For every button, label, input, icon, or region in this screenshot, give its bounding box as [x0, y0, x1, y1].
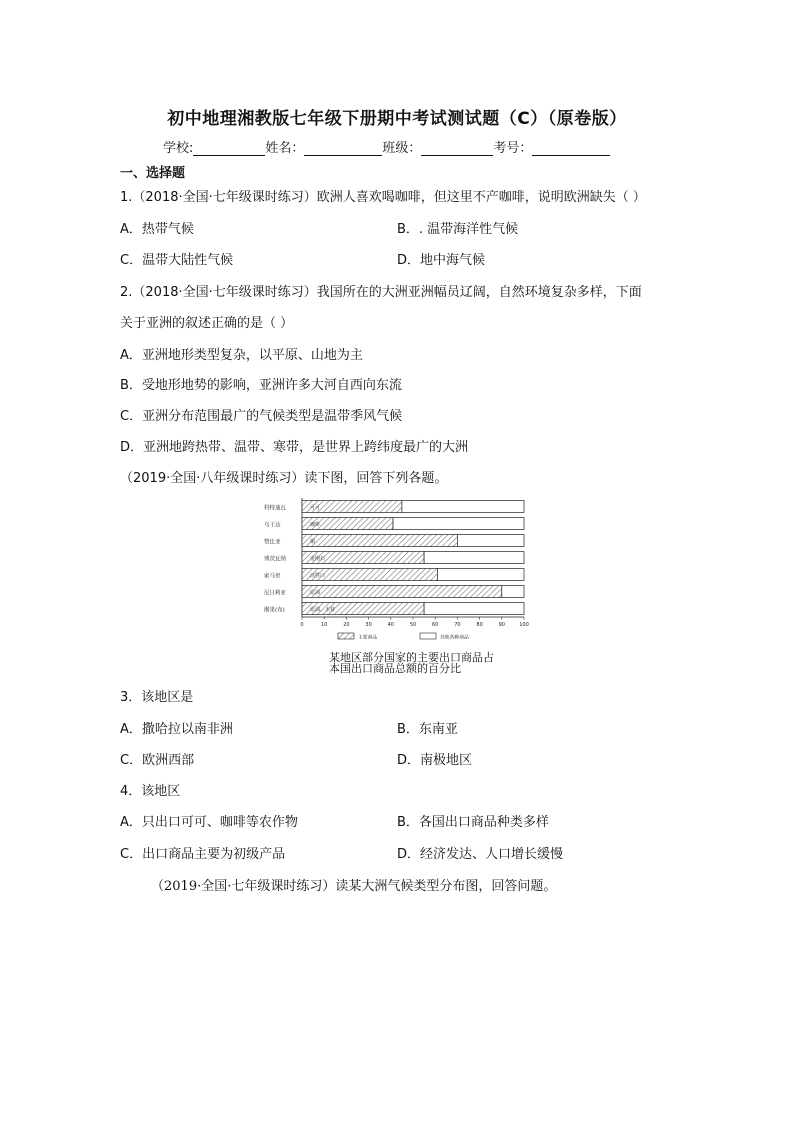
q4-option-b: B．各国出口商品种类多样	[397, 815, 549, 830]
category-label-5: 尼日利亚	[264, 590, 287, 597]
commodity-label-1: 咖啡	[310, 522, 321, 528]
category-label-2: 赞比亚	[264, 539, 281, 546]
x-tick-label-2: 20	[343, 622, 350, 628]
x-tick-label-3: 30	[365, 622, 372, 628]
commodity-label-0: 可可	[310, 505, 321, 511]
q4-option-a: A．只出口可可、咖啡等农作物	[120, 815, 298, 830]
x-tick-label-0: 0	[300, 622, 304, 628]
q2-stem-line1: 2.（2018·全国·七年级课时练习）我国所在的大洲亚洲幅员辽阔，自然环境复杂多样，下面	[120, 285, 642, 300]
category-label-1: 乌干达	[264, 522, 281, 529]
section-title: 一、选择题	[120, 166, 186, 181]
legend-label-other: 其他各种商品	[440, 635, 469, 641]
name-label: 姓名：	[265, 141, 305, 156]
x-tick-label-10: 100	[519, 622, 529, 628]
q2-option-c: C．亚洲分布范围最广的气候类型是温带季风气候	[120, 409, 403, 424]
q1-stem: 1.（2018·全国·七年级课时练习）欧洲人喜欢喝咖啡，但这里不产咖啡，说明欧洲缺失（ ）	[120, 190, 646, 205]
exam-no-label: 考号：	[493, 141, 533, 156]
school-blank[interactable]	[193, 141, 265, 156]
bar-other-4	[437, 569, 524, 581]
q2-option-d: D．亚洲地跨热带、温带、寒带，是世界上跨纬度最广的大洲	[120, 440, 469, 455]
bar-other-1	[393, 518, 524, 530]
q2-option-a: A．亚洲地形类型复杂，以平原、山地为主	[120, 348, 363, 363]
q3-stem: 3．该地区是	[120, 690, 194, 705]
x-tick-label-9: 90	[498, 622, 505, 628]
bar-other-6	[424, 603, 524, 615]
commodity-label-5: 原油	[310, 590, 321, 596]
commodity-label-6: 原油、木材	[310, 607, 336, 613]
bar-other-5	[502, 586, 524, 598]
category-label-6: 刚果(布)	[264, 607, 285, 614]
category-label-3: 博茨瓦纳	[264, 556, 287, 563]
q2-option-b: B．受地形地势的影响，亚洲许多大河自西向东流	[120, 378, 402, 393]
q4-option-c: C．出口商品主要为初级产品	[120, 847, 286, 862]
school-label: 学校:	[163, 141, 194, 156]
commodity-label-3: 金刚石	[310, 556, 326, 562]
legend-swatch-other	[420, 633, 436, 639]
chart-caption-line1: 某地区部分国家的主要出口商品占	[329, 651, 494, 664]
group-intro-2: （2019·全国·七年级课时练习）读某大洲气候类型分布图，回答问题。	[151, 879, 557, 894]
student-info-row	[163, 137, 610, 156]
x-tick-label-1: 10	[321, 622, 328, 628]
bar-main-2	[302, 535, 457, 547]
bar-other-2	[457, 535, 524, 547]
q1-option-b: B．. 温带海洋性气候	[397, 222, 519, 237]
x-tick-label-6: 60	[432, 622, 439, 628]
legend-swatch-main	[338, 633, 354, 639]
page-title: 初中地理湘教版七年级下册期中考试测试题（C）（原卷版）	[167, 109, 627, 129]
x-tick-label-8: 80	[476, 622, 483, 628]
q3-option-a: A．撒哈拉以南非洲	[120, 722, 233, 737]
q1-option-d: D．地中海气候	[397, 253, 486, 268]
class-blank[interactable]	[421, 141, 493, 156]
q1-option-c: C．温带大陆性气候	[120, 253, 234, 268]
bar-other-0	[402, 501, 524, 513]
name-blank[interactable]	[304, 141, 382, 156]
q3-option-d: D．南极地区	[397, 753, 473, 768]
x-tick-label-7: 70	[454, 622, 461, 628]
exam-no-blank[interactable]	[532, 141, 610, 156]
q3-option-b: B．东南亚	[397, 722, 458, 737]
q2-stem-line2: 关于亚洲的叙述正确的是（ ）	[120, 316, 294, 331]
group-intro: （2019·全国·八年级课时练习）读下图，回答下列各题。	[120, 471, 448, 486]
q4-stem: 4．该地区	[120, 784, 181, 799]
chart-caption-line2: 本国出口商品总额的百分比	[329, 662, 461, 675]
legend-label-main: 主要商品	[358, 635, 378, 641]
bar-other-3	[424, 552, 524, 564]
class-label: 班级：	[382, 141, 422, 156]
q3-option-c: C．欧洲西部	[120, 753, 195, 768]
q1-option-a: A．热带气候	[120, 222, 194, 237]
q4-option-d: D．经济发达、人口增长缓慢	[397, 847, 564, 862]
x-tick-label-5: 50	[409, 622, 417, 628]
category-label-0: 科特迪瓦	[264, 505, 287, 512]
commodity-label-4: 活牲口	[310, 573, 326, 579]
commodity-label-2: 铜	[310, 539, 316, 545]
export-share-chart	[262, 494, 532, 648]
bar-main-5	[302, 586, 502, 598]
category-label-4: 索马里	[264, 573, 281, 580]
x-tick-label-4: 40	[387, 622, 394, 628]
